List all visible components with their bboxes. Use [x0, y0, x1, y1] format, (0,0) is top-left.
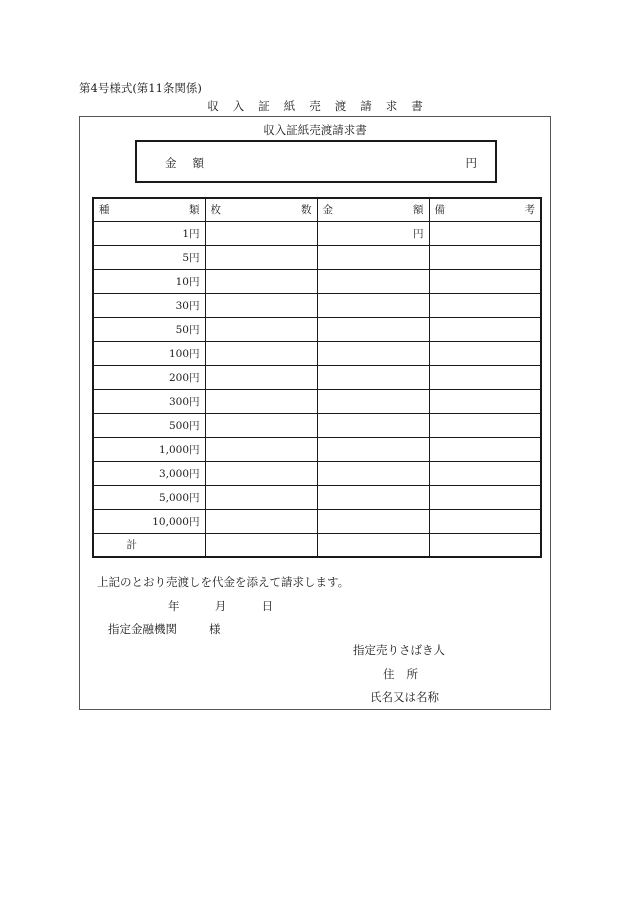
count-cell[interactable] — [205, 461, 317, 485]
table-row — [93, 317, 541, 341]
denomination-cell: 5円 — [93, 245, 205, 269]
count-cell[interactable] — [205, 245, 317, 269]
count-cell[interactable] — [205, 365, 317, 389]
amount-cell[interactable] — [317, 485, 429, 509]
table-total-row — [93, 533, 541, 557]
amount-cell[interactable] — [317, 509, 429, 533]
remarks-cell[interactable] — [429, 341, 541, 365]
denomination-cell: 5,000円 — [93, 485, 205, 509]
form-number-label: 第4号様式(第11条関係) — [79, 81, 202, 95]
date-year-label: 年 — [168, 599, 180, 613]
total-count-cell[interactable] — [205, 533, 317, 557]
denomination-cell: 200円 — [93, 365, 205, 389]
denomination-cell: 1,000円 — [93, 437, 205, 461]
remarks-cell[interactable] — [429, 437, 541, 461]
total-amount-cell[interactable] — [317, 533, 429, 557]
amount-cell[interactable] — [317, 365, 429, 389]
count-cell[interactable] — [205, 413, 317, 437]
amount-cell[interactable] — [317, 413, 429, 437]
table-row — [93, 293, 541, 317]
count-cell[interactable] — [205, 221, 317, 245]
table-header-row — [93, 198, 541, 221]
amount-cell[interactable] — [317, 437, 429, 461]
header-amount: 金 額 — [317, 198, 429, 221]
denomination-cell: 30円 — [93, 293, 205, 317]
amount-cell[interactable] — [317, 269, 429, 293]
count-cell[interactable] — [205, 341, 317, 365]
denomination-cell: 3,000円 — [93, 461, 205, 485]
count-cell[interactable] — [205, 485, 317, 509]
denomination-cell: 1円 — [93, 221, 205, 245]
table-row — [93, 485, 541, 509]
remarks-cell[interactable] — [429, 389, 541, 413]
amount-cell[interactable] — [317, 461, 429, 485]
header-remarks: 備 考 — [429, 198, 541, 221]
count-cell[interactable] — [205, 269, 317, 293]
remarks-cell[interactable] — [429, 485, 541, 509]
amount-cell[interactable] — [317, 389, 429, 413]
request-form-frame — [79, 116, 551, 710]
denomination-cell: 100円 — [93, 341, 205, 365]
table-row — [93, 437, 541, 461]
remarks-cell[interactable] — [429, 509, 541, 533]
denomination-cell: 50円 — [93, 317, 205, 341]
header-kind: 種 類 — [93, 198, 205, 221]
document-title: 収入証紙売渡請求書 — [207, 99, 437, 113]
table-row — [93, 509, 541, 533]
amount-cell[interactable]: 円 — [317, 221, 429, 245]
denomination-cell: 10円 — [93, 269, 205, 293]
bank-honorific: 様 — [209, 622, 221, 636]
form-inner-title: 収入証紙売渡請求書 — [263, 123, 367, 137]
table-row — [93, 413, 541, 437]
amount-cell[interactable] — [317, 317, 429, 341]
count-cell[interactable] — [205, 293, 317, 317]
stamp-table — [92, 197, 542, 558]
table-row — [93, 341, 541, 365]
remarks-cell[interactable] — [429, 221, 541, 245]
total-label-cell: 計 — [93, 533, 205, 557]
seller-name-label[interactable]: 氏名又は名称 — [370, 690, 439, 704]
bank-label: 指定金融機関 — [108, 622, 177, 636]
count-cell[interactable] — [205, 437, 317, 461]
amount-yen-unit: 円 — [465, 156, 477, 170]
total-amount-box[interactable] — [135, 140, 497, 183]
seller-title: 指定売りさばき人 — [353, 643, 445, 657]
table-row — [93, 245, 541, 269]
count-cell[interactable] — [205, 389, 317, 413]
date-line[interactable] — [168, 598, 273, 614]
table-row — [93, 389, 541, 413]
total-remarks-cell[interactable] — [429, 533, 541, 557]
seller-address-label[interactable]: 住所 — [383, 667, 430, 681]
count-cell[interactable] — [205, 317, 317, 341]
date-day-label: 日 — [261, 599, 274, 613]
table-row — [93, 365, 541, 389]
remarks-cell[interactable] — [429, 269, 541, 293]
amount-cell[interactable] — [317, 245, 429, 269]
amount-label: 金額 — [165, 156, 220, 170]
amount-cell[interactable] — [317, 293, 429, 317]
remarks-cell[interactable] — [429, 317, 541, 341]
header-count: 枚 数 — [205, 198, 317, 221]
remarks-cell[interactable] — [429, 293, 541, 317]
denomination-cell: 300円 — [93, 389, 205, 413]
denomination-cell: 500円 — [93, 413, 205, 437]
table-body — [93, 221, 541, 557]
denomination-cell: 10,000円 — [93, 509, 205, 533]
remarks-cell[interactable] — [429, 365, 541, 389]
remarks-cell[interactable] — [429, 245, 541, 269]
remarks-cell[interactable] — [429, 413, 541, 437]
amount-cell[interactable] — [317, 341, 429, 365]
table-row — [93, 461, 541, 485]
table-row — [93, 221, 541, 245]
remarks-cell[interactable] — [429, 461, 541, 485]
count-cell[interactable] — [205, 509, 317, 533]
date-month-label: 月 — [214, 599, 227, 613]
bank-addressee — [108, 621, 221, 637]
table-row — [93, 269, 541, 293]
request-statement: 上記のとおり売渡しを代金を添えて請求します。 — [97, 575, 350, 589]
